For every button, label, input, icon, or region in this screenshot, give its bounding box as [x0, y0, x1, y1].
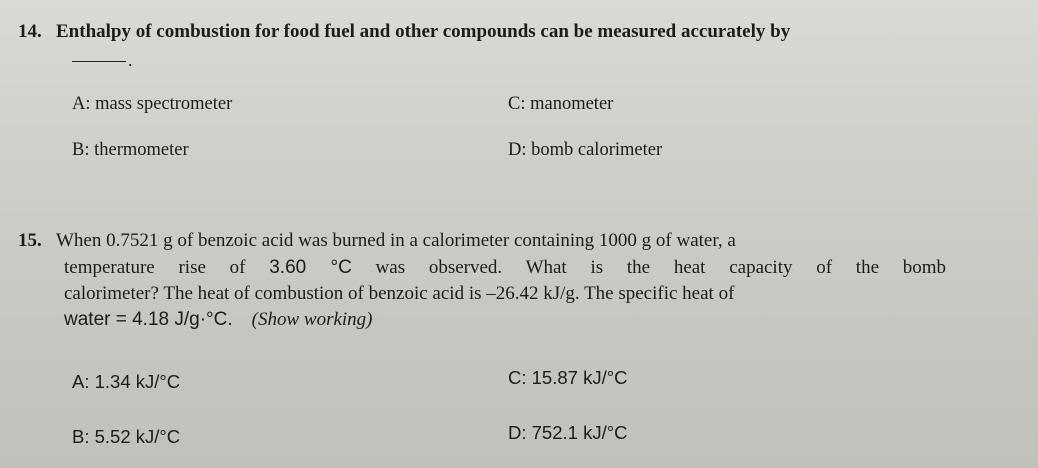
q14-option-b: B: thermometer	[72, 140, 189, 160]
q15-temperature-rise: 3.60 °C	[269, 257, 352, 278]
q15-line-1-text: When 0.7521 g of benzoic acid was burned in a calorimeter containing 1000 g of water, a	[56, 230, 736, 251]
q15-line-2-c: was observed. What is the heat capacity of the bomb	[375, 257, 947, 278]
q15-option-c: C: 15.87 kJ/°C	[508, 367, 628, 388]
q14-option-c: C: manometer	[508, 94, 614, 114]
q14-number: 14.	[18, 21, 42, 42]
q15-number: 15.	[18, 230, 42, 251]
q14-blank-period: .	[128, 50, 133, 70]
q15-line-1	[18, 230, 736, 252]
q15-line-2-a: temperature rise of	[64, 257, 246, 278]
q14-option-d: D: bomb calorimeter	[508, 140, 663, 160]
q15-show-working: (Show working)	[251, 309, 373, 330]
q15-option-a: A: 1.34 kJ/°C	[72, 371, 181, 392]
q14-stem-text: Enthalpy of combustion for food fuel and other compounds can be measured accurately by	[56, 21, 791, 42]
q14-option-a: A: mass spectrometer	[72, 94, 233, 114]
q15-line-2	[64, 257, 946, 279]
q15-line-3: calorimeter? The heat of combustion of benzoic acid is –26.42 kJ/g. The specific heat of	[64, 283, 735, 304]
q15-option-b: B: 5.52 kJ/°C	[72, 426, 181, 447]
q15-specific-heat: water = 4.18 J/g·°C.	[64, 309, 233, 330]
q14-stem	[18, 21, 790, 43]
q14-answer-blank	[72, 61, 126, 62]
q15-line-4	[64, 309, 373, 331]
q15-option-d: D: 752.1 kJ/°C	[508, 422, 628, 443]
